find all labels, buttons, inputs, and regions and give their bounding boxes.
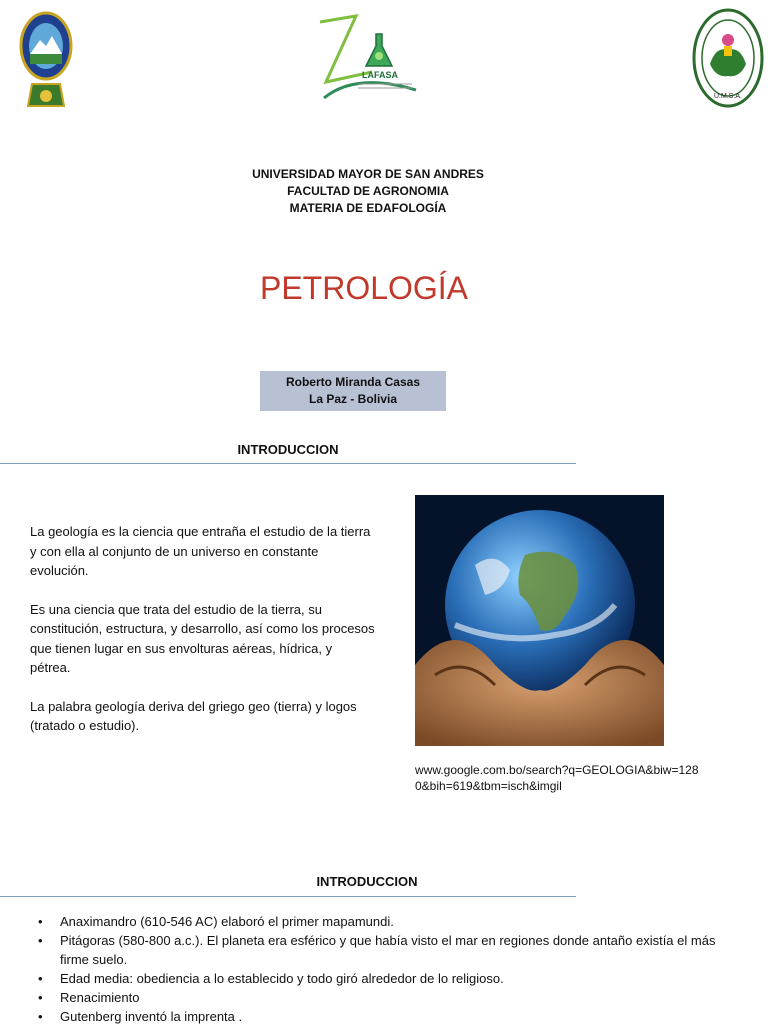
intro-paragraphs [30, 522, 376, 755]
bullet-icon: • [38, 990, 43, 1005]
list-item [38, 1007, 718, 1026]
bullet-icon: • [38, 914, 43, 929]
bullet-icon: • [38, 1009, 43, 1024]
paragraph-2: Es una ciencia que trata del estudio de la tierra, su constitución, estructura, y desarrollo, así como los procesos que tienen lugar en sus envolturas aéreas, hídrica, y pétrea. [30, 601, 375, 675]
section-title-intro-2: INTRODUCCION [316, 874, 418, 889]
section-divider-2 [0, 896, 576, 897]
lafasa-logo-label: LAFASA [362, 70, 398, 80]
subject-name: MATERIA DE EDAFOLOGÍA [289, 201, 447, 215]
bullet-icon: • [38, 971, 43, 986]
faculty-seal-label: U.M.S.A. [713, 93, 743, 100]
author-name: Roberto Miranda Casas [285, 375, 421, 389]
bullet-icon: • [38, 933, 43, 948]
paragraph-1: La geología es la ciencia que entraña el estudio de la tierra y con ella al conjunto de un universo en constante evolución. [30, 524, 371, 578]
list-item-text: Gutenberg inventó la imprenta . [60, 1009, 243, 1024]
image-source-link[interactable]: www.google.com.bo/search?q=GEOLOGIA&biw=1280&bih=619&tbm=isch&imgil [415, 763, 699, 793]
list-item-text: Pitágoras (580-800 a.c.). El planeta era esférico y que había visto el mar en regiones donde antaño existía el más firme suelo. [60, 933, 716, 967]
university-name: UNIVERSIDAD MAYOR DE SAN ANDRES [252, 167, 484, 181]
section-divider-1 [0, 463, 576, 464]
list-item [38, 931, 718, 969]
list-item [38, 988, 718, 1007]
university-seal-icon [18, 6, 74, 112]
lafasa-logo-icon [316, 12, 422, 104]
institution-heading [0, 166, 736, 217]
section-title-intro-1: INTRODUCCION [237, 442, 339, 457]
list-item [38, 912, 718, 931]
author-box [260, 371, 446, 411]
paragraph-3: La palabra geología deriva del griego geo (tierra) y logos (tratado o estudio). [30, 698, 357, 733]
author-place: La Paz - Bolivia [308, 392, 398, 406]
faculty-name: FACULTAD DE AGRONOMIA [287, 184, 449, 198]
list-item-text: Anaximandro (610-546 AC) elaboró el primer mapamundi. [60, 914, 394, 929]
page-title: PETROLOGÍA [259, 270, 469, 306]
list-item-text: Edad media: obediencia a lo establecido y todo giró alrededor de lo religioso. [60, 971, 504, 986]
history-list [38, 912, 718, 1026]
list-item-text: Renacimiento [60, 990, 140, 1005]
faculty-seal-icon [690, 6, 766, 112]
list-item [38, 969, 718, 988]
earth-in-hands-icon [415, 495, 664, 746]
